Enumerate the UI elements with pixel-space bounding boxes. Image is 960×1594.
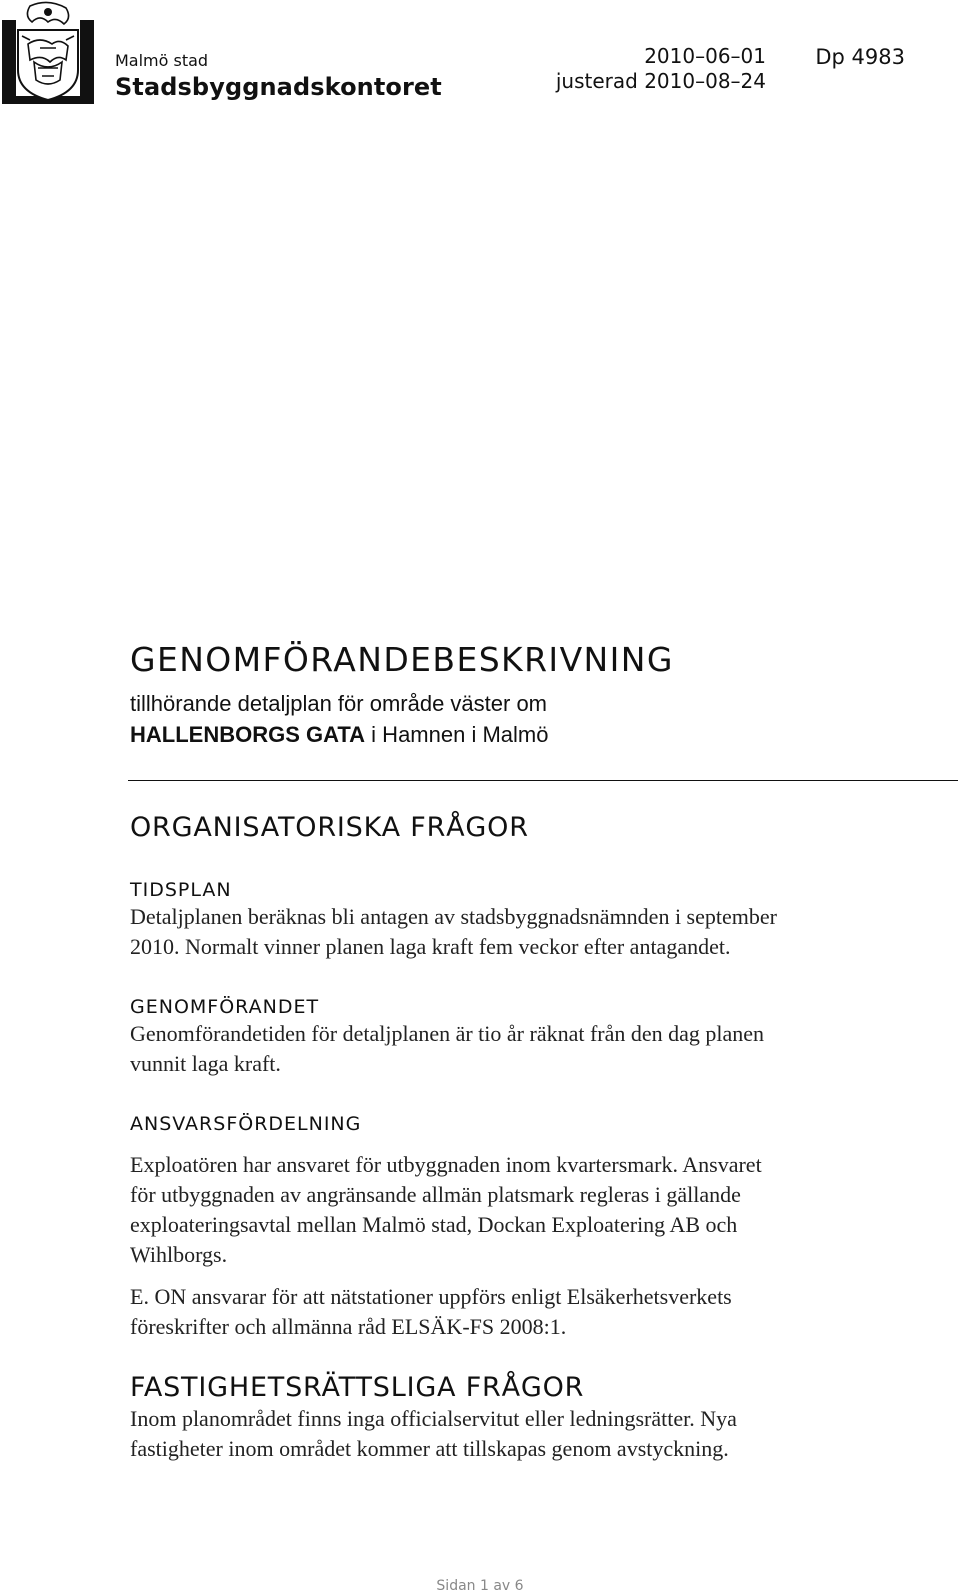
timeline-line-1: Detaljplanen beräknas bli antagen av stadsbyggnadsnämnden i september [130,904,777,929]
section-heading-organisational: ORGANISATORISKA FRÅGOR [130,812,529,843]
section-heading-property: FASTIGHETSRÄTTSLIGA FRÅGOR [130,1372,585,1403]
subtitle-location: i Hamnen i Malmö [365,722,549,747]
subtitle-line-1: tillhörande detaljplan för område väster om [130,691,548,716]
responsibility-para1-line-1: Exploatören har ansvaret för utbyggnaden inom kvartersmark. Ansvaret [130,1152,762,1177]
timeline-line-2: 2010. Normalt vinner planen laga kraft fem veckor efter antagandet. [130,934,731,959]
responsibility-para1-line-2: för utbyggnaden av angränsande allmän platsmark regleras i gällande [130,1182,741,1207]
implementation-line-1: Genomförandetiden för detaljplanen är tio år räknat från den dag planen [130,1021,765,1046]
section-organisational [130,812,890,844]
document-date: 2010–06–01 [644,44,766,68]
document-number: Dp 4983 [815,45,905,69]
responsibility-para1-line-3: exploateringsavtal mellan Malmö stad, Dockan Exploatering AB och [130,1212,738,1237]
implementation-line-2: vunnit laga kraft. [130,1051,281,1076]
organization-block [115,50,442,102]
responsibility-para2-line-2: föreskrifter och allmänna råd ELSÄK-FS 2008:1. [130,1314,567,1339]
revised-date: justerad 2010–08–24 [555,69,766,93]
subtitle [130,688,910,750]
section-heading-responsibility: ANSVARSFÖRDELNING [130,1113,362,1135]
section-heading-timeline: TIDSPLAN [130,879,232,901]
section-responsibility [130,1112,890,1342]
subtitle-place-name: HALLENBORGS GATA [130,722,366,747]
section-timeline [130,878,890,962]
page-title: GENOMFÖRANDEBESKRIVNING [130,640,674,679]
organization-city: Malmö stad [115,51,209,70]
page-number: Sidan 1 av 6 [436,1578,524,1594]
organization-department: Stadsbyggnadskontoret [115,73,442,101]
subtitle-line-2 [130,719,910,750]
section-implementation [130,995,890,1079]
section-property [130,1372,890,1464]
property-line-2: fastigheter inom området kommer att tillskapas genom avstyckning. [130,1436,729,1461]
section-heading-implementation: GENOMFÖRANDET [130,996,320,1018]
date-block [536,44,766,94]
responsibility-para1-line-4: Wihlborgs. [130,1242,228,1267]
title-block [130,640,910,750]
title-divider [128,780,958,781]
responsibility-para2-line-1: E. ON ansvarar för att nätstationer uppförs enligt Elsäkerhetsverkets [130,1284,732,1309]
property-line-1: Inom planområdet finns inga officialservitut eller ledningsrätter. Nya [130,1406,737,1431]
malmo-coat-of-arms-logo [0,0,96,108]
